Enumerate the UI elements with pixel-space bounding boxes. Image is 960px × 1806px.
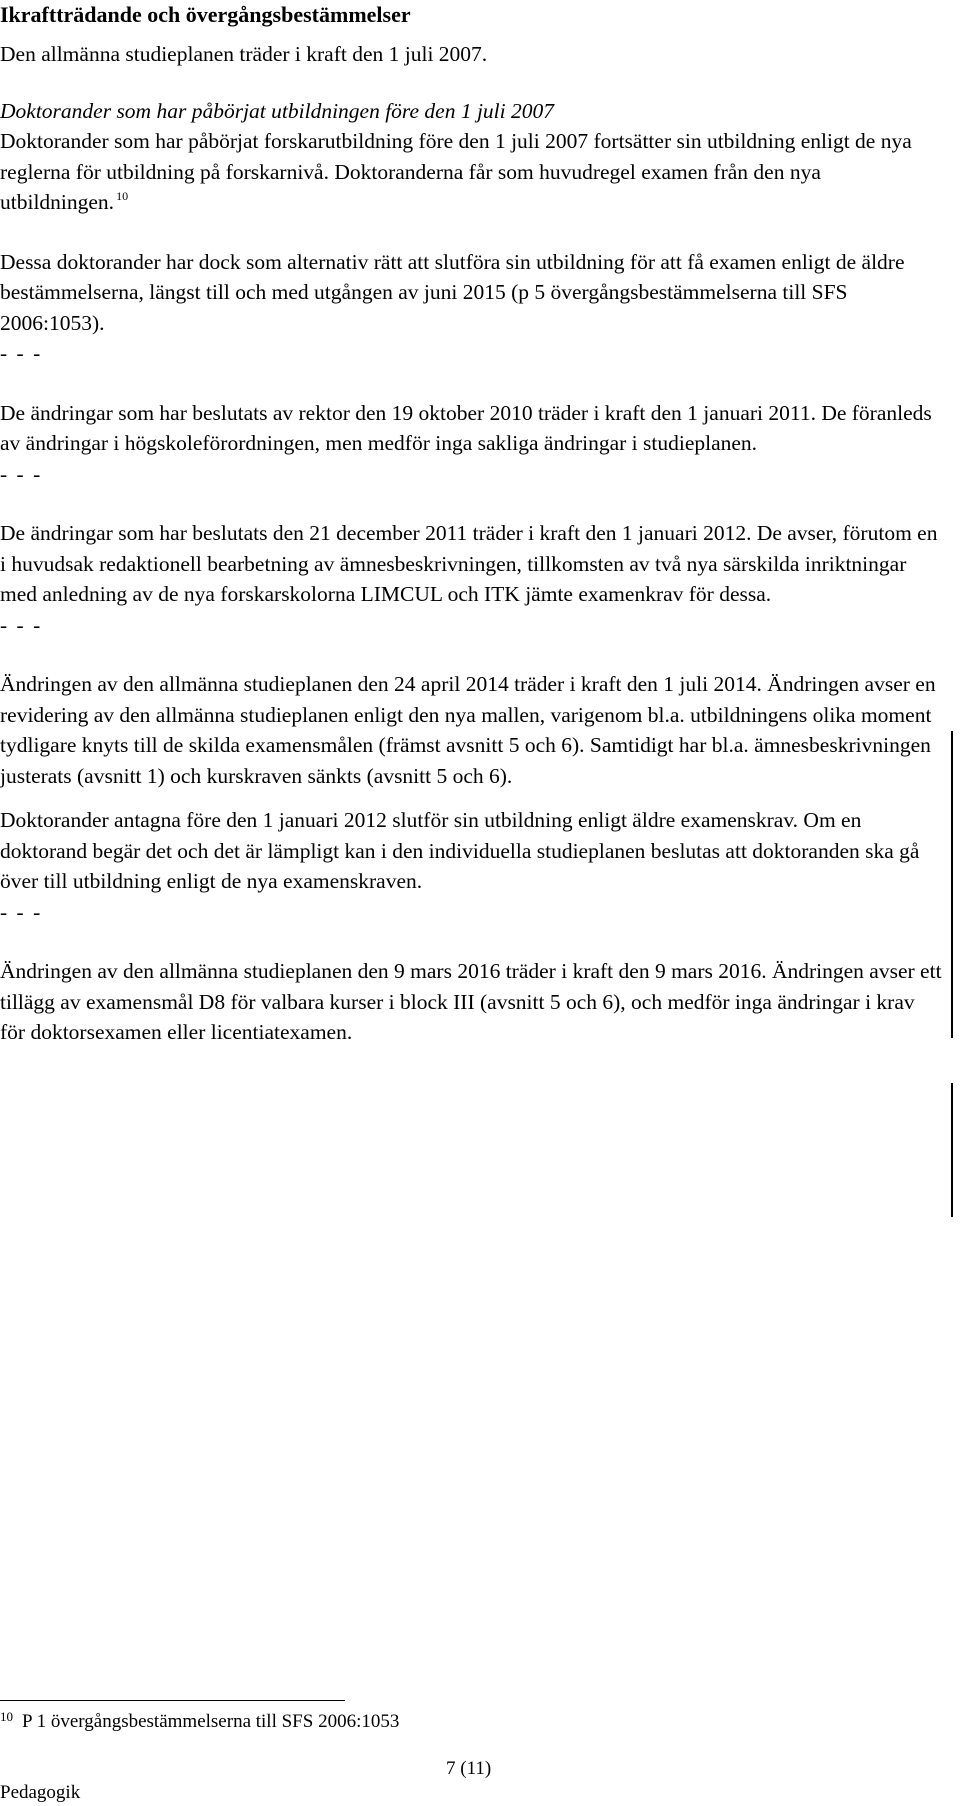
paragraph-change-2014: Ändringen av den allmänna studieplanen den 24 april 2014 träder i kraft den 1 juli 2014. Ändringen avser en revidering av den allmänna studieplanen enligt den nya mallen, varigenom bl.a. utbildningens olika moment tydligare knyts till de skilda examensmålen (främst avsnitt 5 och 6). Samtidigt har bl.a. ämnesbeskrivningen justerats (avsnitt 1) och kurskraven sänkts (avsnitt 5 och 6). <box>0 672 936 788</box>
footer-department: Pedagogik <box>0 1782 81 1803</box>
footnote: 10 P 1 övergångsbestämmelserna till SFS 2006:1053 <box>0 1709 400 1732</box>
paragraph-alternative-right: Dessa doktorander har dock som alternativ rätt att slutföra sin utbildning för att få examen enligt de äldre bestämmelserna, längst till och med utgången av juni 2015 (p 5 övergångsbestämmelserna till SFS 2006:1053). <box>0 249 905 335</box>
subheading: Doktorander som har påbörjat utbildningen före den 1 juli 2007 <box>0 98 555 123</box>
paragraph-older-requirements: Doktorander antagna före den 1 januari 2012 slutför sin utbildning enligt äldre examenskrav. Om en doktorand begär det och det är lämpligt kan i den individuella studieplanen beslutas att doktoranden ska gå över till utbildning enligt de nya examenskraven. <box>0 808 920 893</box>
paragraph-change-2016: Ändringen av den allmänna studieplanen den 9 mars 2016 träder i kraft den 9 mars 2016. Ändringen avser ett tillägg av examensmål D8 för valbara kurser i block III (avsnitt 5 och 6), och medför inga ändringar i krav för doktorsexamen eller licentiatexamen. <box>0 959 942 1044</box>
paragraph-text: Doktorander som har påbörjat forskarutbildning före den 1 juli 2007 fortsätter sin utbildning enligt de nya reglerna för utbildning på forskarnivå. Doktoranderna får som huvudregel examen från den nya utbildningen. <box>0 129 912 214</box>
separator: - - - <box>0 612 43 637</box>
separator: - - - <box>0 461 43 486</box>
section-heading: Ikraftträdande och övergångsbestämmelser <box>0 2 411 27</box>
footnote-reference: 10 <box>116 189 129 203</box>
separator: - - - <box>0 341 43 365</box>
separator: - - - <box>0 899 43 924</box>
intro-paragraph: Den allmänna studieplanen träder i kraft den 1 juli 2007. <box>0 42 488 66</box>
change-bar <box>951 1083 953 1217</box>
footnote-divider <box>0 1700 345 1701</box>
paragraph-transition-rule <box>0 126 945 218</box>
change-bar <box>951 731 953 1038</box>
page-number: 7 (11) <box>446 1758 492 1779</box>
footnote-text: P 1 övergångsbestämmelserna till SFS 2006:1053 <box>22 1711 400 1732</box>
paragraph-change-2010: De ändringar som har beslutats av rektor den 19 oktober 2010 träder i kraft den 1 januari 2011. De föranleds av ändringar i högskoleförordningen, men medför inga sakliga ändringar i studieplanen. <box>0 400 932 455</box>
paragraph-change-2011: De ändringar som har beslutats den 21 december 2011 träder i kraft den 1 januari 2012. De avser, förutom en i huvudsak redaktionell bearbetning av ämnesbeskrivningen, tillkomsten av två nya särskilda inriktningar med anledning av de nya forskarskolorna LIMCUL och ITK jämte examenkrav för dessa. <box>0 521 938 606</box>
